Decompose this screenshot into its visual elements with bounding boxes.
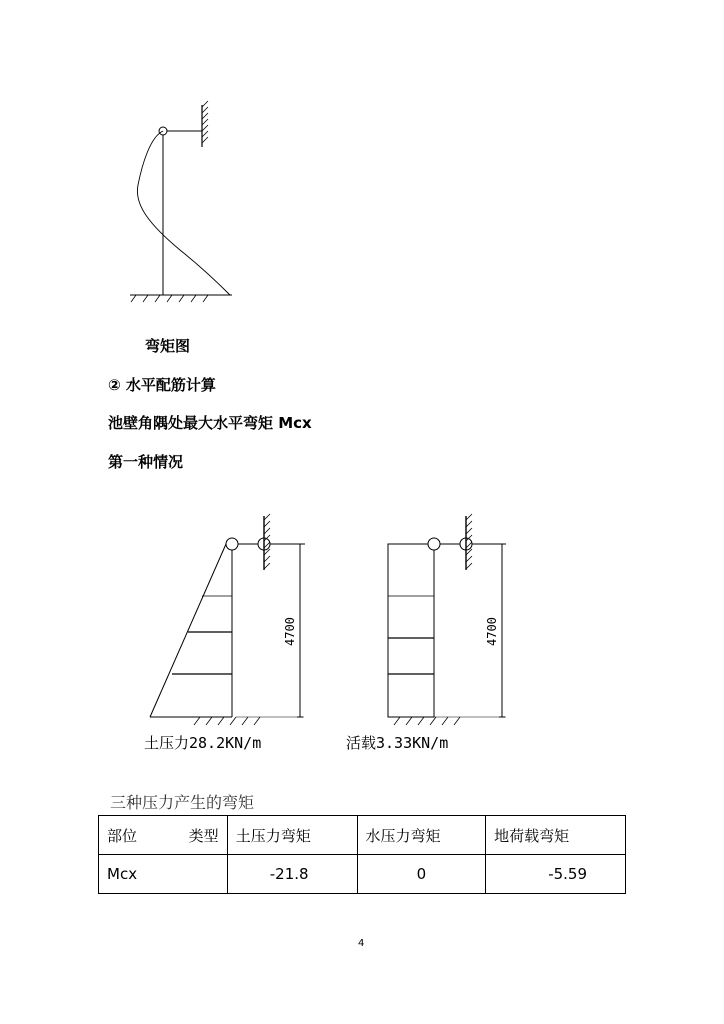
header-col3: 地荷载弯矩 — [486, 816, 626, 855]
case-title: 第一种情况 — [108, 453, 184, 471]
row-name: Mcx — [99, 855, 228, 894]
live-load-diagram — [340, 510, 520, 755]
table-row — [99, 855, 626, 894]
page-number: 4 — [358, 938, 365, 949]
moment-diagram — [110, 95, 250, 310]
earth-pressure-label: 土压力28.2KN/m — [144, 734, 262, 752]
header-type: 类型 — [188, 826, 219, 845]
row-value-water: 0 — [357, 855, 486, 894]
earth-pressure-diagram — [140, 510, 320, 755]
section-subheading: 池壁角隅处最大水平弯矩 Mcx — [108, 414, 312, 432]
header-col1: 土压力弯矩 — [227, 816, 357, 855]
row-value-surface: -5.59 — [486, 855, 626, 894]
header-part: 部位 — [107, 826, 138, 845]
header-part-type — [99, 816, 228, 855]
table-header-row — [99, 816, 626, 855]
section-heading: ② 水平配筋计算 — [108, 376, 216, 394]
row-value-earth: -21.8 — [227, 855, 357, 894]
moment-table — [98, 815, 626, 894]
left-dimension-label: 4700 — [283, 617, 297, 646]
header-col2: 水压力弯矩 — [357, 816, 486, 855]
right-dimension-label: 4700 — [485, 617, 499, 646]
table-title: 三种压力产生的弯矩 — [110, 793, 255, 812]
live-load-label: 活载3.33KN/m — [346, 734, 449, 752]
figure-caption: 弯矩图 — [145, 337, 191, 355]
